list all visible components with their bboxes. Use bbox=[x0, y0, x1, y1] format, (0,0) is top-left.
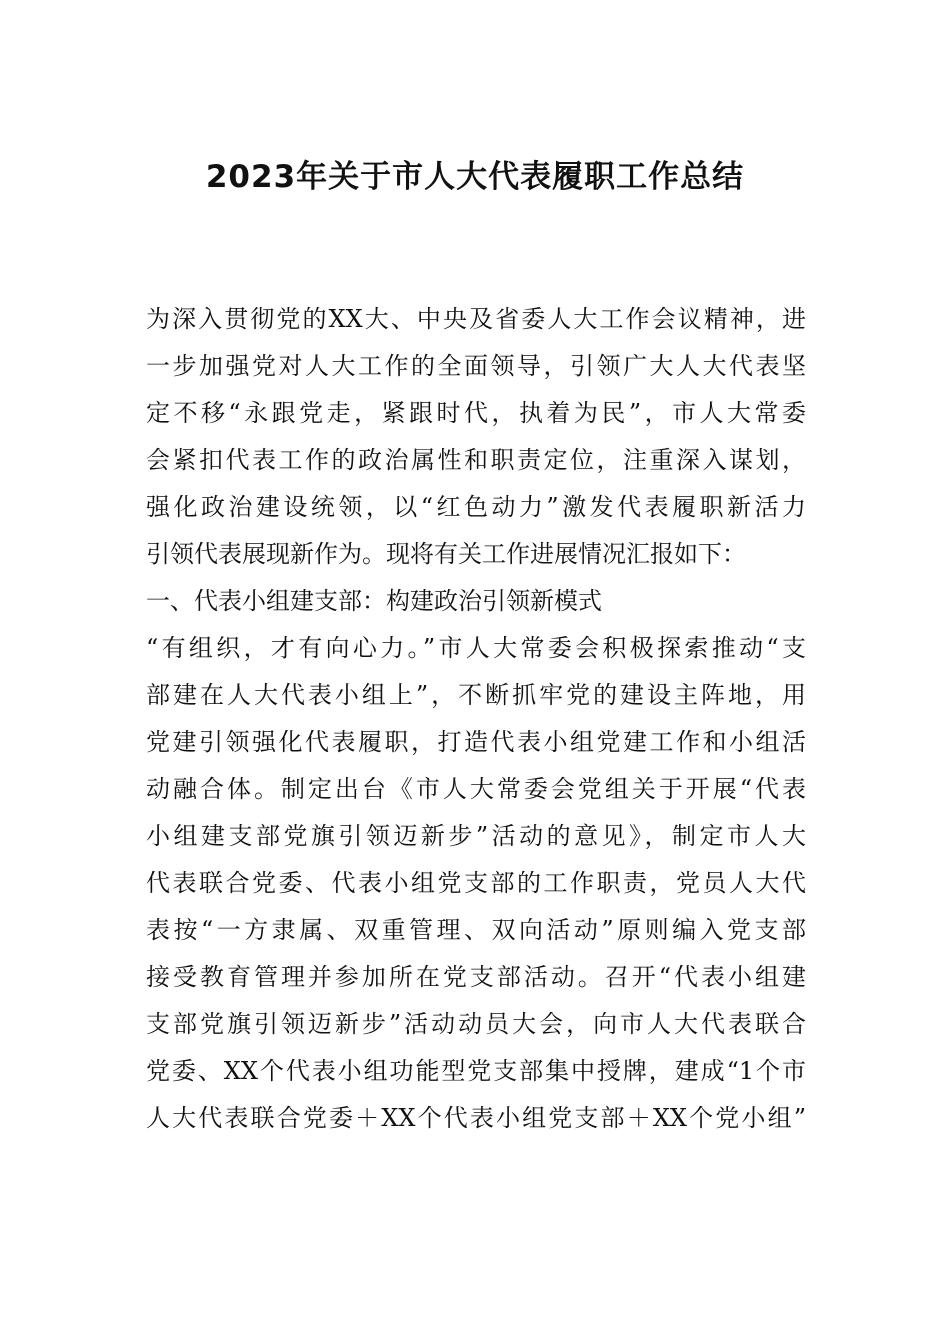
body-line-2: 一步加强党对人大工作的全面领导，引领广大人大代表坚 bbox=[146, 352, 806, 380]
body-line-16: 支部党旗引领迈新步”活动动员大会，向市人大代表联合 bbox=[146, 1010, 806, 1038]
body-line-11: 动融合体。制定出台《市人大常委会党组关于开展“代表 bbox=[146, 775, 806, 803]
body-line-18: 人大代表联合党委＋XX个代表小组党支部＋XX个党小组” bbox=[146, 1104, 806, 1132]
body-line-13: 代表联合党委、代表小组党支部的工作职责，党员人大代 bbox=[146, 869, 806, 897]
body-line-17: 党委、XX个代表小组功能型党支部集中授牌，建成“1个市 bbox=[146, 1057, 806, 1085]
body-line-5: 强化政治建设统领，以“红色动力”激发代表履职新活力 bbox=[146, 493, 806, 521]
body-line-9: 部建在人大代表小组上”，不断抓牢党的建设主阵地，用 bbox=[146, 681, 806, 709]
section-heading-1: 一、代表小组建支部：构建政治引领新模式 bbox=[146, 587, 602, 615]
body-line-15: 接受教育管理并参加所在党支部活动。召开“代表小组建 bbox=[146, 963, 806, 991]
body-line-12: 小组建支部党旗引领迈新步”活动的意见》，制定市人大 bbox=[146, 822, 806, 850]
document-body bbox=[146, 296, 806, 1142]
body-line-3: 定不移“永跟党走，紧跟时代，执着为民”，市人大常委 bbox=[146, 399, 806, 427]
document-title: 2023年关于市人大代表履职工作总结 bbox=[205, 159, 745, 195]
body-line-14: 表按“一方隶属、双重管理、双向活动”原则编入党支部 bbox=[146, 916, 806, 944]
body-line-8: “有组织，才有向心力。”市人大常委会积极探索推动“支 bbox=[146, 634, 806, 662]
body-line-1: 为深入贯彻党的XX大、中央及省委人大工作会议精神，进 bbox=[146, 305, 806, 333]
body-line-6: 引领代表展现新作为。现将有关工作进展情况汇报如下： bbox=[146, 540, 746, 568]
body-line-4: 会紧扣代表工作的政治属性和职责定位，注重深入谋划， bbox=[146, 446, 806, 474]
body-line-10: 党建引领强化代表履职，打造代表小组党建工作和小组活 bbox=[146, 728, 806, 756]
